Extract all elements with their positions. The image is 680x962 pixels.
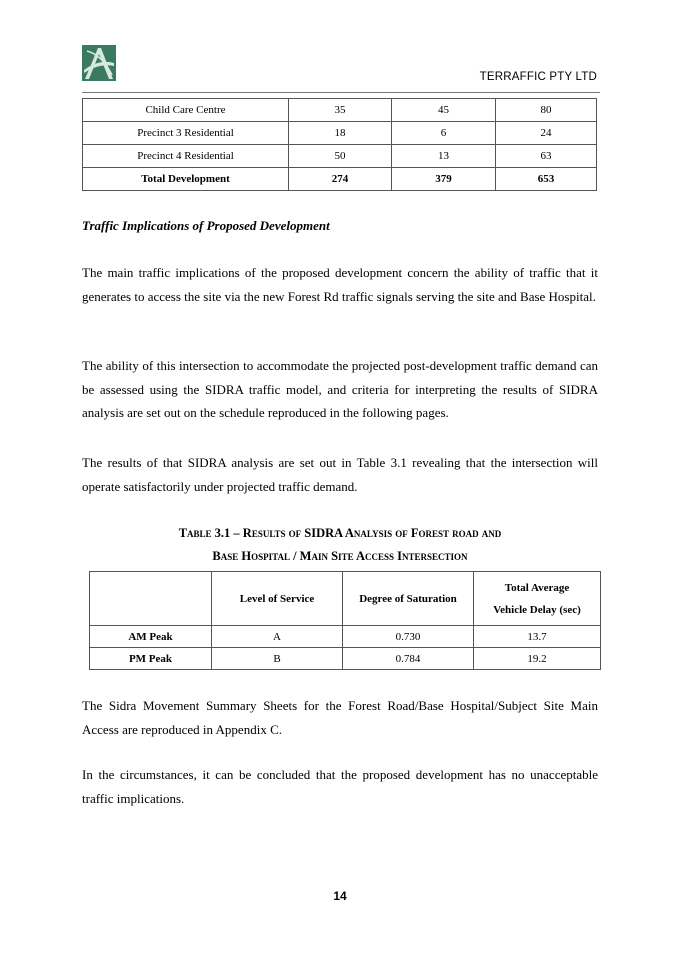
table-cell: AM Peak: [90, 626, 212, 648]
header-divider: [82, 92, 600, 93]
header-line: Total Average: [504, 581, 570, 594]
total-row: [83, 168, 597, 191]
table-cell: 6: [392, 122, 496, 145]
table-row: [90, 626, 601, 648]
table-cell: 13: [392, 145, 496, 168]
section-heading: Traffic Implications of Proposed Development: [82, 218, 330, 233]
table-cell: B: [212, 648, 343, 670]
table-row: [83, 122, 597, 145]
table-header-cell: [90, 572, 212, 626]
paragraph: The results of that SIDRA analysis are set out in Table 3.1 revealing that the intersection will operate satisfactorily under projected traffic demand.: [82, 455, 598, 494]
table-cell: 274: [289, 168, 392, 191]
table-cell: 0.784: [343, 648, 474, 670]
paragraph: The main traffic implications of the proposed development concern the ability of traffic that it generates to access the site via the new Forest Rd traffic signals serving the site and Base Hospital.: [82, 265, 598, 304]
table-cell: Precinct 3 Residential: [83, 122, 289, 145]
terraffic-logo: [82, 45, 116, 81]
table-cell: 19.2: [474, 648, 601, 670]
table-cell: Child Care Centre: [83, 99, 289, 122]
paragraph: The Sidra Movement Summary Sheets for the Forest Road/Base Hospital/Subject Site Main Access are reproduced in Appendix C.: [82, 698, 598, 737]
table-row: [83, 99, 597, 122]
table-cell: 80: [496, 99, 597, 122]
table-cell: A: [212, 626, 343, 648]
trip-generation-table: [82, 98, 597, 191]
table-row: [90, 648, 601, 670]
table-cell: 18: [289, 122, 392, 145]
table-cell: Precinct 4 Residential: [83, 145, 289, 168]
table-header-cell: Level of Service: [212, 572, 343, 626]
company-name: TERRAFFIC PTY LTD: [479, 71, 597, 83]
table-cell: Total Development: [83, 168, 289, 191]
table-caption-line: Table 3.1 – Results of SIDRA Analysis of Forest road and: [178, 526, 502, 540]
table-cell: 45: [392, 99, 496, 122]
table-header-cell: Degree of Saturation: [343, 572, 474, 626]
table-cell: 653: [496, 168, 597, 191]
sidra-results-table: [89, 571, 601, 670]
table-cell: 35: [289, 99, 392, 122]
table-row: [83, 145, 597, 168]
paragraph: The ability of this intersection to accommodate the projected post-development traffic demand can be assessed using the SIDRA traffic model, and criteria for interpreting the results of SIDRA analysis are set out on the schedule reproduced in the following pages.: [82, 358, 598, 420]
page-number: 14: [333, 889, 347, 903]
table-cell: PM Peak: [90, 648, 212, 670]
table-cell: 63: [496, 145, 597, 168]
table-cell: 50: [289, 145, 392, 168]
paragraph: In the circumstances, it can be concluded that the proposed development has no unacceptable traffic implications.: [82, 767, 598, 806]
table-cell: 0.730: [343, 626, 474, 648]
table-cell: 379: [392, 168, 496, 191]
header-line: Vehicle Delay (sec): [493, 603, 581, 616]
table-cell: 24: [496, 122, 597, 145]
table-header-row: [90, 572, 601, 626]
table-header-cell: [474, 572, 601, 626]
table-cell: 13.7: [474, 626, 601, 648]
table-caption-line: Base Hospital / Main Site Access Intersection: [212, 549, 468, 563]
